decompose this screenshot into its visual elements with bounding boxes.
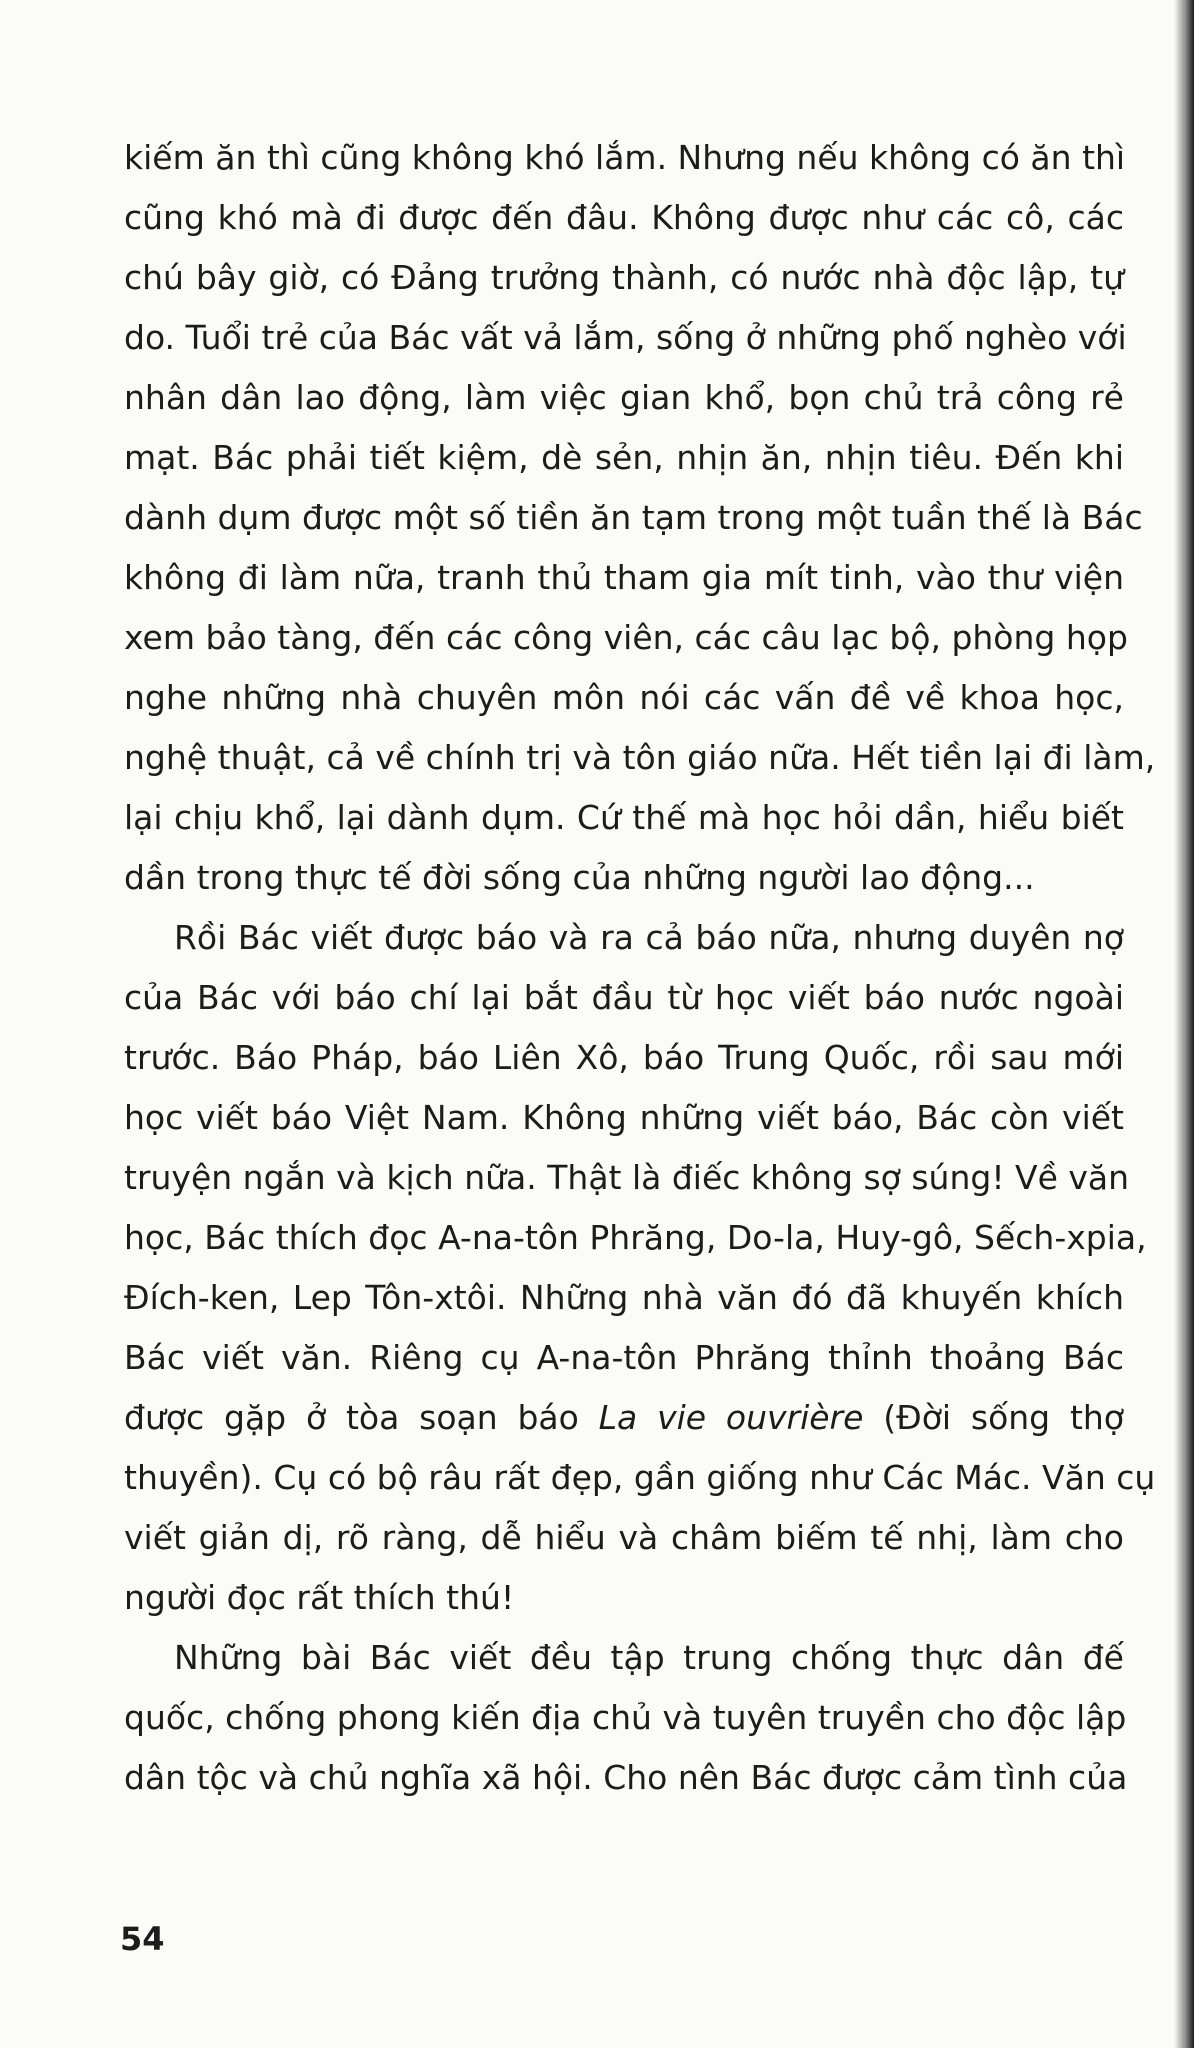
text-line: dành dụm được một số tiền ăn tạm trong một tuần thế là Bác — [124, 498, 1143, 537]
text-line-italic-title — [124, 1388, 1124, 1448]
text-line: lại chịu khổ, lại dành dụm. Cứ thế mà học hỏi dần, hiểu biết — [124, 798, 1124, 837]
text-line: dân tộc và chủ nghĩa xã hội. Cho nên Bác được cảm tình của — [124, 1758, 1128, 1797]
page-edge-shadow — [1174, 0, 1194, 2048]
page-number: 54 — [120, 1920, 165, 1958]
text-line: nghệ thuật, cả về chính trị và tôn giáo nữa. Hết tiền lại đi làm, — [124, 738, 1156, 777]
text-line: của Bác với báo chí lại bắt đầu từ học viết báo nước ngoài — [124, 978, 1124, 1017]
text-line: xem bảo tàng, đến các công viên, các câu lạc bộ, phòng họp — [124, 618, 1128, 657]
text-line: học viết báo Việt Nam. Không những viết báo, Bác còn viết — [124, 1098, 1124, 1137]
text-line: trước. Báo Pháp, báo Liên Xô, báo Trung Quốc, rồi sau mới — [124, 1038, 1124, 1077]
italic-title: La vie ouvrière — [598, 1398, 864, 1437]
text-line: học, Bác thích đọc A-na-tôn Phrăng, Do-la, Huy-gô, Sếch-xpia, — [124, 1218, 1147, 1257]
body-text — [124, 128, 1156, 1808]
text-line: truyện ngắn và kịch nữa. Thật là điếc không sợ súng! Về văn — [124, 1158, 1130, 1197]
text-line: mạt. Bác phải tiết kiệm, dè sẻn, nhịn ăn, nhịn tiêu. Đến khi — [124, 438, 1124, 477]
text-line: do. Tuổi trẻ của Bác vất vả lắm, sống ở những phố nghèo với — [124, 318, 1127, 357]
text-line: không đi làm nữa, tranh thủ tham gia mít tinh, vào thư viện — [124, 558, 1124, 597]
text-line: người đọc rất thích thú! — [124, 1578, 515, 1617]
text-line: thuyền). Cụ có bộ râu rất đẹp, gần giống như Các Mác. Văn cụ — [124, 1458, 1156, 1497]
text-line: quốc, chống phong kiến địa chủ và tuyên truyền cho độc lập — [124, 1698, 1127, 1737]
text-line: dần trong thực tế đời sống của những người lao động... — [124, 858, 1035, 897]
text-segment: (Đời sống thợ — [863, 1398, 1124, 1437]
text-line: nhân dân lao động, làm việc gian khổ, bọn chủ trả công rẻ — [124, 378, 1124, 417]
text-line: chú bây giờ, có Đảng trưởng thành, có nước nhà độc lập, tự — [124, 258, 1124, 297]
text-line: nghe những nhà chuyên môn nói các vấn đề về khoa học, — [124, 678, 1124, 717]
text-line: Rồi Bác viết được báo và ra cả báo nữa, nhưng duyên nợ — [174, 918, 1124, 957]
text-line: Những bài Bác viết đều tập trung chống thực dân đế — [174, 1638, 1124, 1677]
text-line: Đích-ken, Lep Tôn-xtôi. Những nhà văn đó đã khuyến khích — [124, 1278, 1124, 1317]
text-line: kiếm ăn thì cũng không khó lắm. Nhưng nếu không có ăn thì — [124, 138, 1126, 177]
text-line: Bác viết văn. Riêng cụ A-na-tôn Phrăng thỉnh thoảng Bác — [124, 1338, 1124, 1377]
text-line: cũng khó mà đi được đến đâu. Không được như các cô, các — [124, 198, 1124, 237]
text-segment: được gặp ở tòa soạn báo — [124, 1398, 599, 1437]
text-line: viết giản dị, rõ ràng, dễ hiểu và châm biếm tế nhị, làm cho — [124, 1518, 1124, 1557]
